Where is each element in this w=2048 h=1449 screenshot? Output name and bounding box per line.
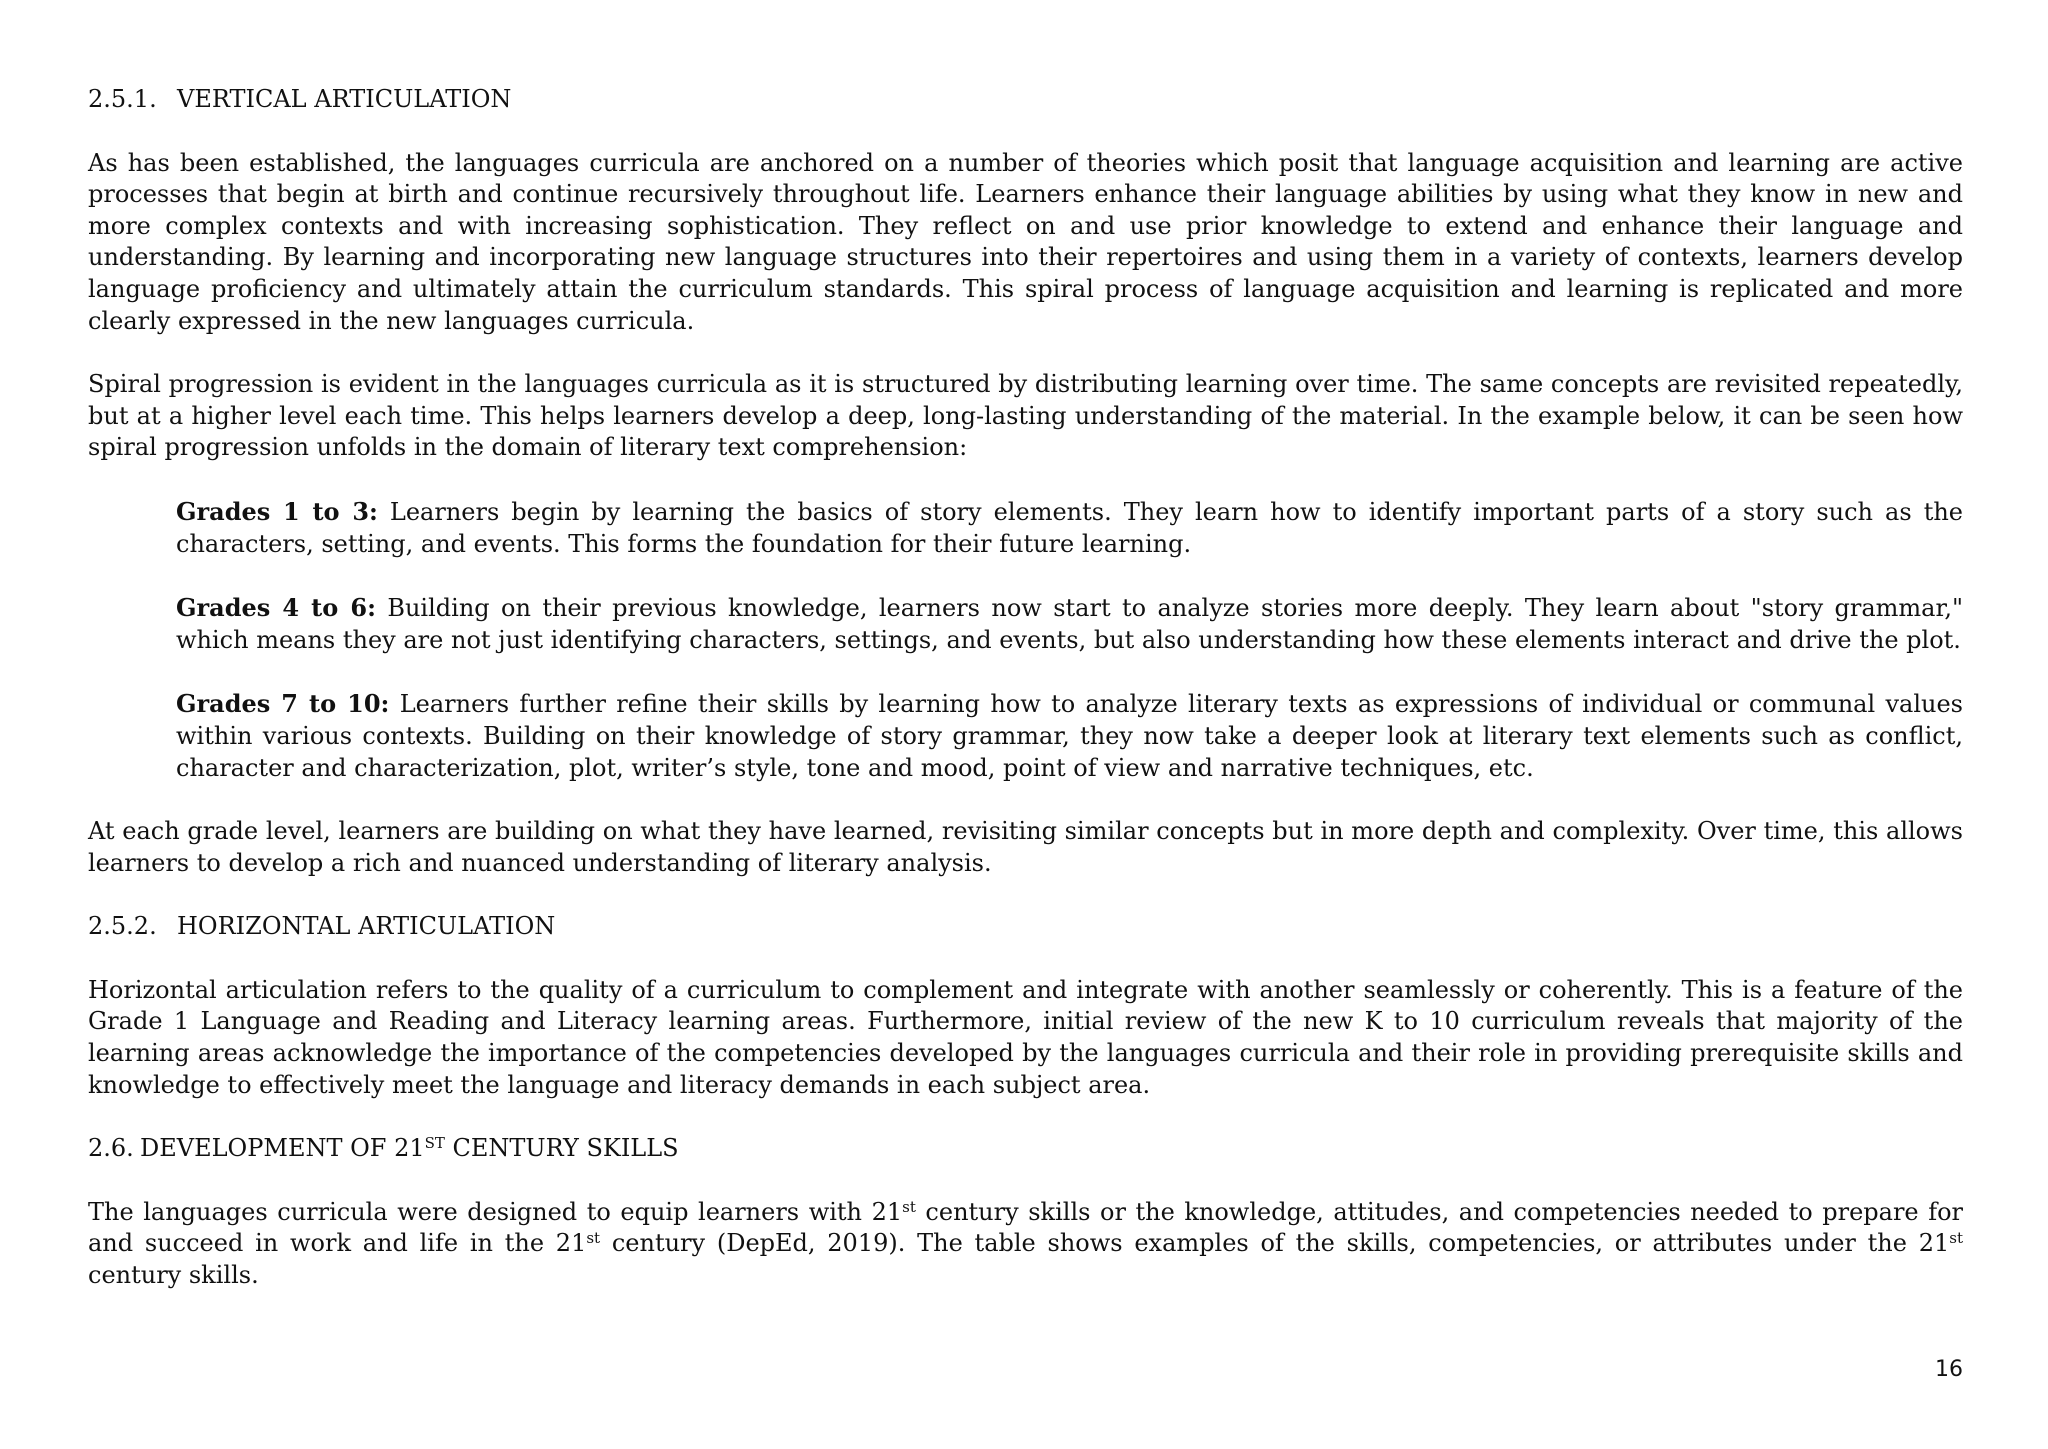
skills-text-segment: century skills. (88, 1261, 259, 1290)
grades-4-6-text: Building on their previous knowledge, learners now start to analyze stories more deeply. They learn about "story grammar," which means they are not just identifying characters, settings, and events, but also understanding how these elements interact and drive the plot. (176, 594, 1963, 654)
section-title-after: CENTURY SKILLS (444, 1134, 679, 1163)
vertical-paragraph-2: Spiral progression is evident in the languages curricula as it is structured by distributing learning over time. The same concepts are revisited repeatedly, but at a higher level each time. This helps learners develop a deep, long-lasting understanding of the material. In the example below, it can be seen how spiral progression unfolds in the domain of literary text comprehension: (88, 370, 1963, 462)
grades-7-10-label: Grades 7 to 10: (176, 689, 390, 719)
grades-1-3-paragraph (176, 496, 1963, 560)
skills-superscript: st (1949, 1229, 1963, 1248)
vertical-paragraph-3: At each grade level, learners are building on what they have learned, revisiting similar concepts but in more depth and complexity. Over time, this allows learners to develop a rich and nuanced understanding of literary analysis. (88, 817, 1963, 877)
grades-7-10-text: Learners further refine their skills by learning how to analyze literary texts as expressions of individual or communal values within various contexts. Building on their knowledge of story grammar, they now take a deeper look at literary text elements such as conflict, character and characterization, plot, writer’s style, tone and mood, point of view and narrative techniques, etc. (176, 690, 1963, 782)
skills-paragraph (88, 1197, 1963, 1292)
skills-text-segment: century (DepEd, 2019). The table shows examples of the skills, competencies, or attributes under the 21 (600, 1229, 1950, 1258)
section-title: VERTICAL ARTICULATION (177, 85, 512, 113)
grades-4-6-label: Grades 4 to 6: (176, 593, 376, 623)
horizontal-paragraph-1: Horizontal articulation refers to the quality of a curriculum to complement and integrate with another seamlessly or coherently. This is a feature of the Grade 1 Language and Reading and Literacy learning areas. Furthermore, initial review of the new K to 10 curriculum reveals that majority of the learning areas acknowledge the importance of the competencies developed by the languages curricula and their role in providing prerequisite skills and knowledge to effectively meet the language and literacy demands in each subject area. (88, 975, 1963, 1099)
skills-superscript: st (902, 1197, 916, 1216)
section-title-before: DEVELOPMENT OF 21 (140, 1134, 425, 1163)
section-title: HORIZONTAL ARTICULATION (177, 912, 556, 941)
section-heading-vertical-articulation (88, 84, 1963, 116)
document-page (88, 84, 1963, 1324)
section-number: 2.5.1. (88, 85, 157, 113)
section-title-superscript: ST (424, 1134, 445, 1153)
section-number: 2.5.2. (88, 912, 157, 941)
grades-4-6-paragraph (176, 592, 1963, 656)
grades-1-3-text: Learners begin by learning the basics of story elements. They learn how to identify important parts of a story such as the characters, setting, and events. This forms the foundation for their future learning. (176, 497, 1963, 558)
skills-text-segment: century skills or the knowledge, attitudes, and competencies needed to prepare for and succeed in work and life in the 21 (88, 1197, 1963, 1258)
section-heading-21st-century-skills (88, 1133, 1963, 1165)
section-number: 2.6. (88, 1134, 134, 1163)
skills-text-segment: The languages curricula were designed to equip learners with 21 (88, 1197, 903, 1226)
grades-7-10-paragraph (176, 688, 1963, 784)
grades-1-3-label: Grades 1 to 3: (176, 496, 378, 526)
vertical-paragraph-1: As has been established, the languages curricula are anchored on a number of theories which posit that language acquisition and learning are active processes that begin at birth and continue recursively throughout life. Learners enhance their language abilities by using what they know in new and more complex contexts and with increasing sophistication. They reflect on and use prior knowledge to extend and enhance their language and understanding. By learning and incorporating new language structures into their repertoires and using them in a variety of contexts, learners develop language proficiency and ultimately attain the curriculum standards. This spiral process of language acquisition and learning is replicated and more clearly expressed in the new languages curricula. (88, 148, 1963, 335)
skills-superscript: st (586, 1229, 601, 1248)
section-heading-horizontal-articulation (88, 911, 1963, 943)
page-number: 16 (1935, 1357, 1963, 1382)
